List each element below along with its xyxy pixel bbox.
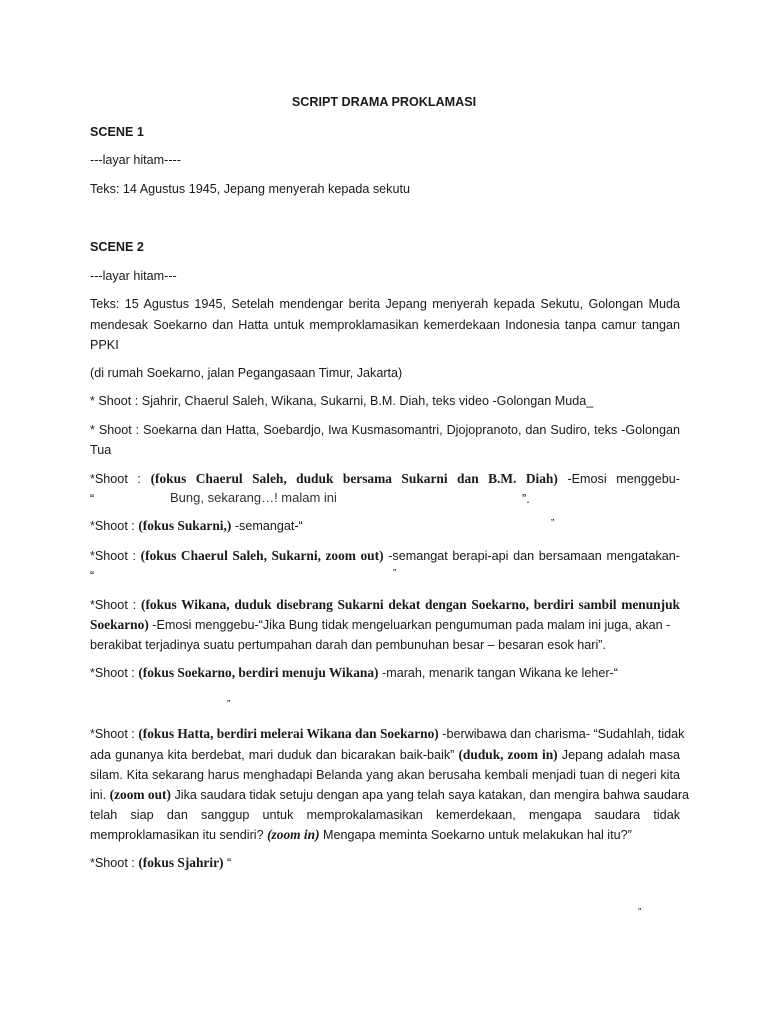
camera-focus-direction: (fokus Sjahrir) bbox=[138, 855, 224, 870]
dialog-hatta: Mengapa meminta Soekarno untuk melakukan hal itu?” bbox=[319, 828, 632, 842]
scene-2-heading: SCENE 2 bbox=[90, 240, 144, 254]
scene-2-location: (di rumah Soekarno, jalan Pegangasaan Timur, Jakarta) bbox=[90, 366, 403, 380]
scene-2-screen-note: ---layar hitam--- bbox=[90, 269, 177, 283]
shoot-golongan-tua-line-2: Tua bbox=[90, 443, 112, 457]
page-title: SCRIPT DRAMA PROKLAMASI bbox=[291, 95, 477, 109]
shoot-golongan-muda: * Shoot : Sjahrir, Chaerul Saleh, Wikana, Sukarni, B.M. Diah, teks video -Golongan Muda_ bbox=[90, 394, 594, 408]
dialog-wikana: -Emosi menggebu-“Jika Bung tidak mengeluarkan pengumuman pada malam ini juga, akan - bbox=[148, 618, 671, 632]
scene-1-screen-note: ---layar hitam---- bbox=[90, 153, 181, 167]
acting-direction: -Emosi menggebu- bbox=[557, 472, 680, 486]
shoot-label: *Shoot : bbox=[90, 519, 139, 533]
scene-2-text-line-3: PPKI bbox=[90, 338, 119, 352]
dialog-hatta: Jepang adalah masa bbox=[557, 748, 680, 762]
shoot-label: *Shoot : bbox=[90, 472, 151, 486]
dialog-chaerul: Bung, sekarang…! malam ini bbox=[170, 490, 337, 505]
scene-2-text-line-1: Teks: 15 Agustus 1945, Setelah mendengar berita Jepang menyerah kepada Sekutu, Golongan Muda bbox=[90, 297, 680, 311]
dialog-close-quote: ” bbox=[227, 699, 231, 710]
shoot-zoom-out-line bbox=[90, 546, 680, 566]
dialog-hatta: ada gunanya kita berdebat, mari duduk dan bicarakan baik-baik” bbox=[90, 748, 459, 762]
acting-direction: -marah, menarik tangan Wikana ke leher-“ bbox=[378, 666, 618, 680]
shoot-hatta-line-6 bbox=[90, 825, 680, 845]
shoot-soekarno-line bbox=[90, 663, 680, 683]
shoot-label: *Shoot : bbox=[90, 727, 139, 741]
camera-focus-direction: (fokus Chaerul Saleh, Sukarni, zoom out) bbox=[140, 548, 384, 563]
dialog-hatta: Jika saudara tidak setuju dengan apa yang telah saya katakan, dan mengira bahwa saudara bbox=[170, 788, 690, 802]
scene-2-text-line-2: mendesak Soekarno dan Hatta untuk memproklamasikan kemerdekaan Indonesia tanpa camur tangan bbox=[90, 318, 680, 332]
camera-focus-direction: (fokus Wikana, duduk disebrang Sukarni dekat dengan Soekarno, berdiri sambil menunjuk bbox=[140, 597, 680, 612]
scene-1-heading: SCENE 1 bbox=[90, 125, 144, 139]
shoot-hatta-line-1 bbox=[90, 724, 685, 744]
scene-1-text: Teks: 14 Agustus 1945, Jepang menyerah kepada sekutu bbox=[90, 182, 410, 196]
dialog-close-quote: ”. bbox=[522, 492, 530, 506]
camera-focus-direction: (fokus Chaerul Saleh, duduk bersama Sukarni dan B.M. Diah) bbox=[150, 471, 558, 486]
dialog-close-quote: ” bbox=[551, 518, 555, 529]
camera-focus-direction: Soekarno) bbox=[90, 617, 149, 632]
camera-direction: (duduk, zoom in) bbox=[458, 747, 558, 762]
shoot-label: *Shoot : bbox=[90, 666, 139, 680]
shoot-label: *Shoot : bbox=[90, 856, 139, 870]
shoot-label: *Shoot : bbox=[90, 598, 141, 612]
dialog-close-quote: ” bbox=[393, 568, 397, 579]
acting-direction: -semangat berapi-api dan bersamaan mengatakan- bbox=[383, 549, 680, 563]
camera-focus-direction: (fokus Sukarni,) bbox=[138, 518, 232, 533]
dialog-hatta: memproklamasikan itu sendiri? bbox=[90, 828, 268, 842]
shoot-wikana-line-3: berakibat terjadinya suatu pertumpahan darah dan pembunuhan besar – besaran esok hari”. bbox=[90, 638, 606, 652]
dialog-open-quote: “ bbox=[90, 569, 95, 583]
shoot-hatta-line-3: silam. Kita sekarang harus menghadapi Belanda yang akan berusaha kembali menjadi tuan di negeri kita bbox=[90, 768, 680, 782]
shoot-hatta-line-5: telah siap dan sanggup untuk memprokalamasikan kemerdekaan, mengapa saudara tidak bbox=[90, 808, 680, 822]
shoot-golongan-tua-line-1: * Shoot : Soekarna dan Hatta, Soebardjo, Iwa Kusmasomantri, Djojopranoto, dan Sudiro, teks -Golongan bbox=[90, 423, 680, 437]
dialog-open-quote: “ bbox=[223, 856, 232, 870]
camera-direction: (zoom in) bbox=[267, 827, 320, 842]
acting-direction: -semangat-“ bbox=[231, 519, 303, 533]
shoot-hatta-line-4 bbox=[90, 785, 690, 805]
shoot-wikana-line-2 bbox=[90, 615, 680, 635]
shoot-sjahrir-line bbox=[90, 853, 680, 873]
dialog-close-quote: ” bbox=[638, 907, 642, 918]
shoot-label: *Shoot : bbox=[90, 549, 141, 563]
camera-focus-direction: (fokus Hatta, berdiri melerai Wikana dan Soekarno) bbox=[138, 726, 439, 741]
camera-direction: (zoom out) bbox=[109, 787, 171, 802]
shoot-hatta-line-2 bbox=[90, 745, 680, 765]
shoot-sukarni-line bbox=[90, 516, 680, 536]
acting-direction: -berwibawa dan charisma- “Sudahlah, tidak bbox=[438, 727, 685, 741]
dialog-hatta: ini. bbox=[90, 788, 110, 802]
camera-focus-direction: (fokus Soekarno, berdiri menuju Wikana) bbox=[138, 665, 379, 680]
shoot-chaerul-line bbox=[90, 469, 680, 489]
shoot-wikana-line-1 bbox=[90, 595, 680, 615]
dialog-open-quote: “ bbox=[90, 492, 95, 506]
